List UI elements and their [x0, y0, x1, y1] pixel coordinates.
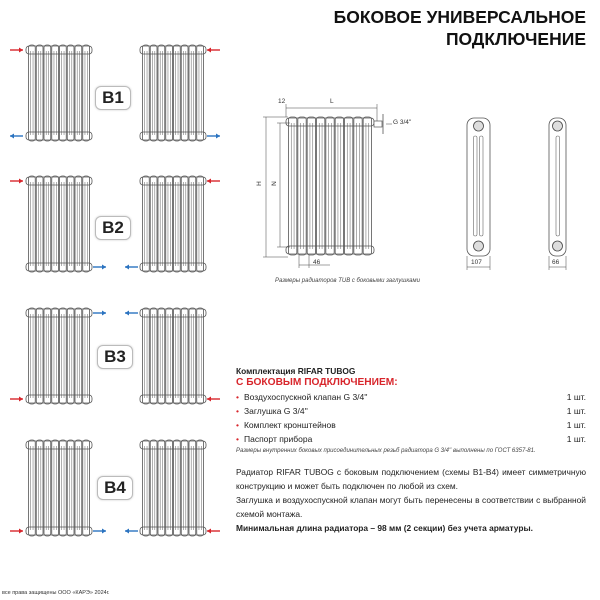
radiator-section — [174, 308, 181, 404]
radiator-left-b3 — [26, 308, 92, 404]
radiator-section — [189, 308, 196, 404]
kit-subtitle: С БОКОВЫМ ПОДКЛЮЧЕНИЕМ: — [236, 377, 398, 388]
radiator-section — [29, 176, 36, 272]
dim-thread: G 3/4'' — [393, 119, 412, 126]
return-arrow-head — [102, 311, 106, 316]
radiator-section — [36, 308, 43, 404]
radiator-section — [150, 308, 157, 404]
radiator-section — [158, 440, 165, 536]
connection-thread — [553, 241, 563, 251]
radiator-section — [75, 308, 82, 404]
radiator-section — [158, 45, 165, 141]
radiator-section — [83, 45, 90, 141]
drawing-front-view — [286, 117, 374, 255]
radiator-left-b1 — [26, 45, 92, 141]
supply-arrow-head — [19, 397, 23, 402]
radiator-right-b1 — [140, 45, 206, 141]
dim-107: 107 — [471, 259, 482, 266]
radiator-right-b2 — [140, 176, 206, 272]
radiator-section — [181, 308, 188, 404]
scheme-badge-b2: B2 — [95, 216, 131, 240]
kit-title: Комплектация RIFAR TUBOG — [236, 366, 356, 376]
scheme-badge-b3: B3 — [97, 345, 133, 369]
radiator-section — [354, 117, 362, 255]
supply-arrow-head — [207, 397, 211, 402]
connection-thread — [474, 121, 484, 131]
side-body — [549, 118, 566, 256]
radiator-section — [189, 45, 196, 141]
radiator-section — [197, 176, 204, 272]
return-arrow-head — [102, 265, 106, 270]
kit-item: • Заглушка G 3/4'' 1 шт. — [236, 406, 586, 416]
radiator-section — [166, 440, 173, 536]
radiator-section — [189, 440, 196, 536]
dim-66: 66 — [552, 259, 560, 266]
radiator-section — [60, 308, 67, 404]
radiator-section — [150, 176, 157, 272]
kit-item: • Комплект кронштейнов 1 шт. — [236, 420, 586, 430]
radiator-section — [174, 176, 181, 272]
dim-46: 46 — [313, 259, 321, 266]
scheme-badge-b4: B4 — [97, 476, 133, 500]
radiator-section — [158, 176, 165, 272]
dim-12: 12 — [278, 98, 286, 105]
connection-thread — [474, 241, 484, 251]
radiator-section — [29, 440, 36, 536]
radiator-section — [143, 440, 150, 536]
side-fitting — [374, 121, 382, 127]
radiator-section — [44, 308, 51, 404]
radiator-section — [44, 440, 51, 536]
kit-section — [236, 366, 586, 454]
radiator-left-b4 — [26, 440, 92, 536]
radiator-section — [29, 308, 36, 404]
dim-l: L — [330, 98, 334, 105]
radiator-section — [335, 117, 343, 255]
supply-arrow-head — [207, 48, 211, 53]
radiator-section — [174, 45, 181, 141]
dim-n: N — [270, 181, 278, 186]
radiator-section — [326, 117, 334, 255]
radiator-section — [60, 440, 67, 536]
radiator-section — [75, 176, 82, 272]
radiator-section — [36, 45, 43, 141]
supply-arrow-head — [207, 529, 211, 534]
radiator-section — [67, 176, 74, 272]
radiator-section — [181, 176, 188, 272]
radiator-section — [166, 176, 173, 272]
radiator-section — [52, 308, 59, 404]
drawing-caption: Размеры радиаторов TUB с боковыми заглушками — [275, 278, 420, 284]
dim-h: H — [255, 181, 263, 186]
radiator-section — [181, 45, 188, 141]
radiator-section — [166, 308, 173, 404]
return-arrow-head — [125, 529, 129, 534]
description: Радиатор RIFAR TUBOG с боковым подключением (схемы В1-В4) имеет симметричную конструкцию и может быть подключен по любой из схем. Заглушка и воздухоспускной клапан могут быть перенесены в соответствии с выбранной схемой монтажа. Минимальная длина радиатора – 98 мм (2 секции) без учета арматуры. — [236, 467, 586, 533]
radiator-left-b2 — [26, 176, 92, 272]
radiator-section — [317, 117, 325, 255]
side-view-107 — [467, 118, 490, 256]
radiator-section — [197, 308, 204, 404]
radiator-section — [150, 440, 157, 536]
radiator-section — [44, 176, 51, 272]
connection-thread — [553, 121, 563, 131]
side-view-66 — [549, 118, 566, 256]
radiator-section — [29, 45, 36, 141]
radiator-section — [143, 308, 150, 404]
radiator-section — [181, 440, 188, 536]
scheme-badge-b1: B1 — [95, 86, 131, 110]
radiator-section — [143, 45, 150, 141]
kit-item: • Воздухоспускной клапан G 3/4'' 1 шт. — [236, 392, 586, 402]
radiator-section — [83, 440, 90, 536]
radiator-section — [52, 440, 59, 536]
radiator-section — [36, 440, 43, 536]
side-body — [467, 118, 490, 256]
page-title: БОКОВОЕ УНИВЕРСАЛЬНОЕ ПОДКЛЮЧЕНИЕ — [333, 7, 586, 49]
return-arrow-head — [125, 265, 129, 270]
radiator-section — [345, 117, 353, 255]
kit-item: • Паспорт прибора 1 шт. — [236, 434, 586, 444]
radiator-section — [83, 176, 90, 272]
radiator-section — [150, 45, 157, 141]
radiator-section — [307, 117, 315, 255]
radiator-section — [197, 45, 204, 141]
radiator-section — [67, 45, 74, 141]
radiator-section — [298, 117, 306, 255]
radiator-section — [166, 45, 173, 141]
return-arrow-head — [10, 134, 14, 139]
radiator-section — [60, 176, 67, 272]
kit-note: Размеры внутренних боковых присоединительных резьб радиатора G 3/4'' выполнены по ГОСТ 6357-81. — [236, 448, 536, 454]
radiator-section — [67, 308, 74, 404]
radiator-section — [158, 308, 165, 404]
return-arrow-head — [102, 529, 106, 534]
supply-arrow-head — [19, 529, 23, 534]
radiator-right-b3 — [140, 308, 206, 404]
radiator-section — [67, 440, 74, 536]
radiator-section — [52, 45, 59, 141]
radiator-section — [60, 45, 67, 141]
supply-arrow-head — [207, 179, 211, 184]
copyright: все права защищены ООО «КАРЭ» 2024г. — [2, 590, 110, 596]
radiator-section — [143, 176, 150, 272]
radiator-section — [75, 45, 82, 141]
radiator-section — [44, 45, 51, 141]
radiator-section — [52, 176, 59, 272]
supply-arrow-head — [19, 48, 23, 53]
radiator-section — [174, 440, 181, 536]
radiator-right-b4 — [140, 440, 206, 536]
radiator-section — [83, 308, 90, 404]
return-arrow-head — [125, 311, 129, 316]
radiator-section — [189, 176, 196, 272]
radiator-section — [75, 440, 82, 536]
return-arrow-head — [216, 134, 220, 139]
supply-arrow-head — [19, 179, 23, 184]
radiator-section — [197, 440, 204, 536]
radiator-section — [36, 176, 43, 272]
radiator-section — [289, 117, 297, 255]
radiator-section — [363, 117, 371, 255]
